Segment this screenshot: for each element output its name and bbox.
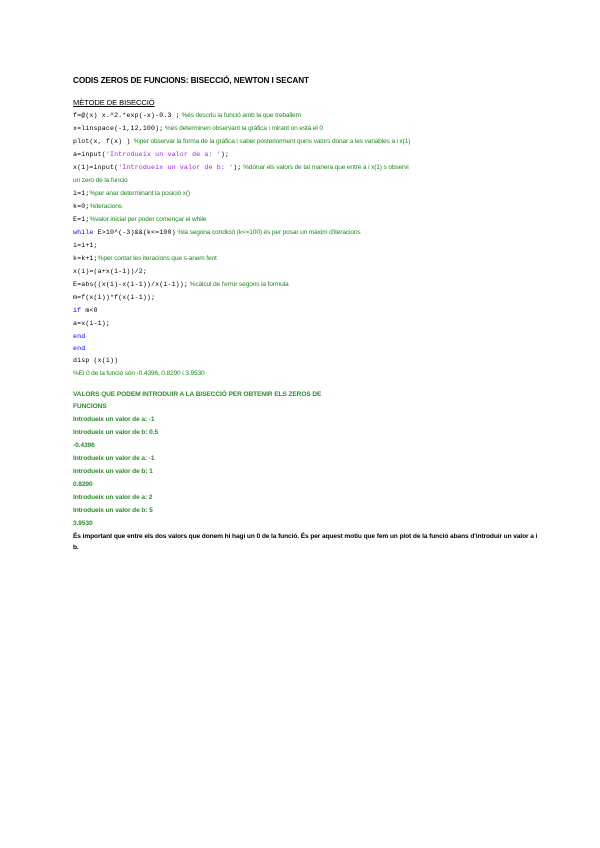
result-line: Introdueix un valor de b: 0.5: [73, 429, 159, 436]
code-text: x(1)=input(: [73, 164, 119, 171]
code-string: 'Introdueix un valor de b: ': [118, 164, 234, 171]
code-line: [73, 306, 98, 315]
code-line: [73, 293, 155, 302]
code-line: [73, 137, 410, 146]
code-keyword: end: [73, 345, 86, 352]
code-line: [73, 254, 217, 263]
result-line: Introdueix un valor de a: -1: [73, 455, 155, 462]
results-heading: VALORS QUE PODEM INTRODUIR A LA BISECCIÓ PER OBTENIR ELS ZEROS DE: [73, 391, 322, 398]
code-comment: %dónar els valors de tal manera que entre a i x(1) s observi: [241, 164, 409, 171]
code-keyword: if: [73, 307, 82, 314]
code-text: );: [220, 151, 230, 158]
code-text: k=k+1;: [73, 255, 98, 262]
document-title: CODIS ZEROS DE FUNCIONS: BISECCIÓ, NEWTON I SECANT: [73, 76, 309, 85]
code-text: f=@(x) x.^2.*exp(-x)-0.3 ;: [73, 112, 180, 119]
code-keyword: end: [73, 333, 86, 340]
code-comment: %és determinen observant la gràfica i mirant on està el 0: [163, 125, 323, 132]
code-text: m=f(x(i))*f(x(i-1));: [73, 294, 156, 301]
code-line: [73, 163, 409, 172]
code-text: disp (x(i)): [73, 357, 119, 364]
code-comment: %és descriu la funció amb la que treballem: [179, 112, 301, 119]
code-text: m<0: [81, 307, 98, 314]
code-line: [73, 356, 118, 365]
code-line: [73, 319, 110, 328]
code-line: [73, 215, 206, 224]
code-text: E=1;: [73, 216, 90, 223]
code-line: [73, 241, 98, 250]
code-comment: %la segona condició (k<=100) és per posar un màxim d'iteracions: [175, 229, 361, 236]
code-line: [73, 202, 122, 211]
code-line: [73, 228, 361, 237]
code-line: [73, 176, 128, 185]
code-comment: %El 0 de la funció són -0.4396, 0.8290 i 3.9530: [73, 370, 205, 377]
result-line: Introdueix un valor de a: 2: [73, 494, 153, 501]
section-heading: MÈTODE DE BISECCIÓ: [73, 98, 155, 107]
code-text: i=1;: [73, 190, 90, 197]
code-comment: %per contar les iteracions que s-anem fent: [97, 255, 217, 262]
code-line: [73, 267, 147, 276]
code-comment: %per observar la forma de la gràfica i saber posteriorment quins valors donar a les variables a i x(1): [130, 138, 411, 145]
code-line: [73, 189, 190, 198]
code-comment: un zero de la funció: [73, 177, 128, 184]
code-text: x=linspace(-1,12,100);: [73, 125, 164, 132]
code-text: );: [233, 164, 242, 171]
code-line: [73, 111, 301, 120]
code-string: 'Introdueix un valor de a: ': [105, 151, 221, 158]
code-line: [73, 369, 205, 378]
code-line: [73, 332, 85, 341]
result-line: -0.4396: [73, 442, 95, 449]
code-text: plot(x, f(x) ): [73, 138, 131, 145]
result-line: Introdueix un valor de b: 1: [73, 468, 153, 475]
code-text: k=0;: [73, 203, 90, 210]
result-line: Introdueix un valor de b: 5: [73, 507, 153, 514]
result-line: 3.9530: [73, 520, 93, 527]
code-line: [73, 280, 289, 289]
code-text: E=abs((x(i)-x(i-1))/x(i-1));: [73, 281, 188, 288]
code-line: [73, 344, 85, 353]
code-text: a=input(: [73, 151, 106, 158]
code-comment: %càlcul de l'error segons la formula: [188, 281, 289, 288]
code-comment: %valor inicial per poder començar el while: [89, 216, 207, 223]
code-text: x(i)=(a+x(i-1))/2;: [73, 268, 147, 275]
code-line: [73, 124, 323, 133]
note-paragraph: És important que entre els dos valors que donem hi hagi un 0 de la funció. És per aquest motiu que fem un plot de la funció abans d'introduir un valor a i b.: [73, 533, 538, 551]
code-keyword: while: [73, 229, 94, 236]
results-heading: FUNCIONS: [73, 403, 107, 410]
code-text: i=i+1;: [73, 242, 98, 249]
code-comment: %per anar determinant la posició x(): [89, 190, 190, 197]
code-text: a=x(i-1);: [73, 320, 110, 327]
code-line: [73, 150, 229, 159]
code-comment: %iteracions: [89, 203, 122, 210]
result-line: 0.8290: [73, 481, 93, 488]
code-text: E>10^(-3)&&(k<=100): [93, 229, 176, 236]
result-line: Introdueix un valor de a: -1: [73, 416, 155, 423]
